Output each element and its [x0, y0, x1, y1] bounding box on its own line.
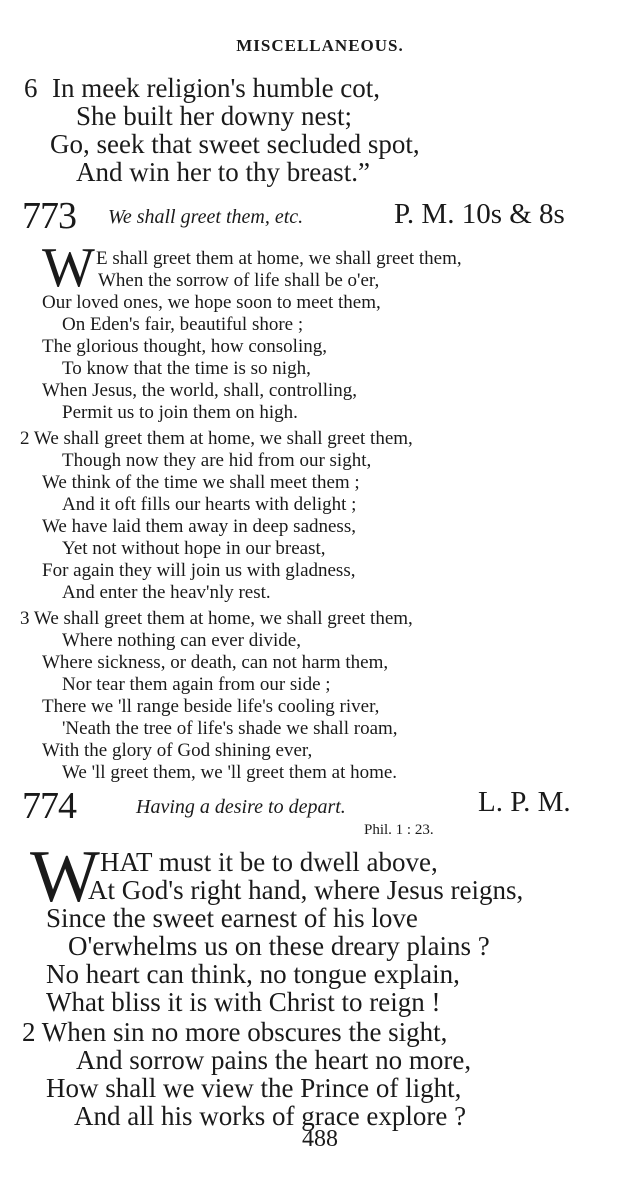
- stanza-number: 6: [24, 73, 38, 103]
- verse-line: For again they will join us with gladness,: [42, 560, 356, 581]
- verse-line: What bliss it is with Christ to reign !: [46, 987, 441, 1017]
- verse-line: O'erwhelms us on these dreary plains ?: [68, 931, 490, 961]
- verse-line: We think of the time we shall meet them ;: [42, 472, 360, 493]
- verse-line: And enter the heav'nly rest.: [62, 582, 271, 603]
- verse-line: When the sorrow of life shall be o'er,: [98, 270, 380, 291]
- verse-line: Where nothing can ever divide,: [62, 630, 301, 651]
- verse-line: 2 When sin no more obscures the sight,: [22, 1017, 448, 1047]
- hymn-title: We shall greet them, etc.: [108, 206, 304, 228]
- verse-line: And it oft fills our hearts with delight ;: [62, 494, 357, 515]
- verse-line: Go, seek that sweet secluded spot,: [50, 129, 420, 159]
- verse-line: How shall we view the Prince of light,: [46, 1073, 462, 1103]
- hymn-meter: P. M. 10s & 8s: [394, 198, 565, 230]
- hymn-title: Having a desire to depart.: [136, 796, 346, 818]
- page-number: 488: [302, 1126, 338, 1152]
- hymn-number: 773: [22, 195, 76, 237]
- verse-line: Since the sweet earnest of his love: [46, 903, 418, 933]
- drop-cap: W: [42, 237, 95, 299]
- verse-line: And sorrow pains the heart no more,: [76, 1045, 472, 1075]
- verse-line: The glorious thought, how consoling,: [42, 336, 327, 357]
- verse-line: She built her downy nest;: [76, 101, 352, 131]
- verse-line: 3 We shall greet them at home, we shall greet them,: [20, 608, 413, 629]
- verse-line: 'Neath the tree of life's shade we shall roam,: [62, 718, 398, 739]
- verse-line: We have laid them away in deep sadness,: [42, 516, 356, 537]
- running-header: MISCELLANEOUS.: [236, 36, 404, 55]
- verse-line: Yet not without hope in our breast,: [62, 538, 326, 559]
- verse-line: And win her to thy breast.”: [76, 157, 370, 187]
- verse-line: E shall greet them at home, we shall greet them,: [96, 248, 462, 269]
- verse-line: At God's right hand, where Jesus reigns,: [88, 875, 524, 905]
- verse-line: Our loved ones, we hope soon to meet them,: [42, 292, 381, 313]
- verse-line: HAT must it be to dwell above,: [100, 847, 438, 877]
- verse-line: In meek religion's humble cot,: [52, 73, 381, 103]
- verse-line: Though now they are hid from our sight,: [62, 450, 372, 471]
- verse-line: Permit us to join them on high.: [62, 402, 298, 423]
- drop-cap: W: [30, 836, 100, 918]
- verse-line: When Jesus, the world, shall, controlling,: [42, 380, 358, 401]
- verse-line: To know that the time is so nigh,: [62, 358, 311, 379]
- verse-line: Nor tear them again from our side ;: [62, 674, 331, 695]
- verse-line: There we 'll range beside life's cooling river,: [42, 696, 380, 717]
- verse-line: Where sickness, or death, can not harm them,: [42, 652, 389, 673]
- verse-line: With the glory of God shining ever,: [42, 740, 313, 761]
- verse-line: 2 We shall greet them at home, we shall greet them,: [20, 428, 413, 449]
- hymn-meter: L. P. M.: [478, 786, 571, 818]
- hymn-number: 774: [22, 785, 76, 827]
- scripture-reference: Phil. 1 : 23.: [364, 822, 434, 838]
- verse-line: No heart can think, no tongue explain,: [46, 959, 460, 989]
- verse-line: And all his works of grace explore ?: [74, 1101, 467, 1131]
- verse-line: On Eden's fair, beautiful shore ;: [62, 314, 304, 335]
- verse-line: We 'll greet them, we 'll greet them at home.: [62, 762, 398, 783]
